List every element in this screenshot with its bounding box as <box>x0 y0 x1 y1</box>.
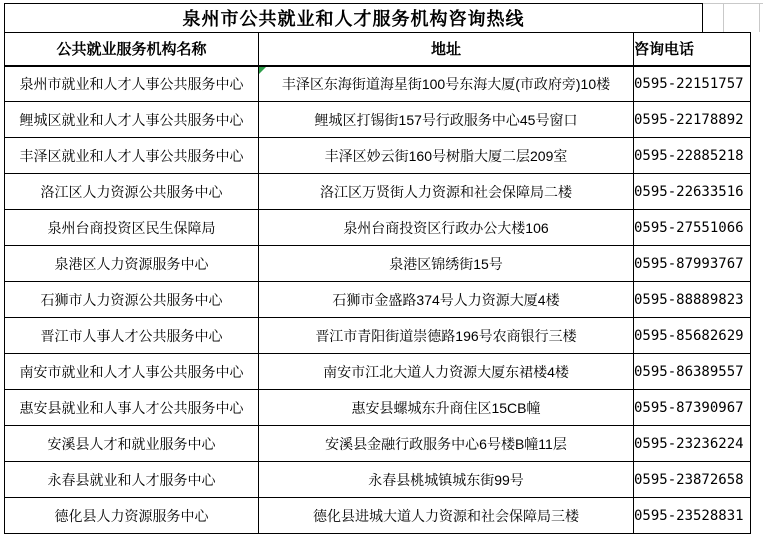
address-text: 洛江区万贤街人力资源和社会保障局二楼 <box>320 183 572 200</box>
address-cell <box>259 498 634 534</box>
table-row <box>5 138 751 174</box>
column-header-phone: 咨询电话 <box>634 33 751 66</box>
phone-text: 0595-22633516 <box>634 183 744 200</box>
name-cell <box>5 246 259 282</box>
gridline-vertical-1 <box>723 3 724 32</box>
phone-text: 0595-85682629 <box>634 327 744 344</box>
address-cell <box>259 66 634 102</box>
table-row <box>5 318 751 354</box>
table-row <box>5 462 751 498</box>
table-row <box>5 354 751 390</box>
name-cell <box>5 462 259 498</box>
table-row <box>5 102 751 138</box>
phone-cell <box>634 102 751 138</box>
name-cell <box>5 318 259 354</box>
name-text: 安溪县人才和就业服务中心 <box>47 435 216 452</box>
address-cell <box>259 426 634 462</box>
table-row <box>5 210 751 246</box>
address-cell <box>259 462 634 498</box>
name-cell <box>5 102 259 138</box>
name-text: 泉州市就业和人才人事公共服务中心 <box>19 75 244 92</box>
address-cell <box>259 102 634 138</box>
address-cell <box>259 318 634 354</box>
address-cell <box>259 246 634 282</box>
address-text: 鲤城区打锡街157号行政服务中心45号窗口 <box>314 111 578 128</box>
table-row <box>5 282 751 318</box>
address-text: 石狮市金盛路374号人力资源大厦4楼 <box>332 291 560 308</box>
address-cell <box>259 390 634 426</box>
name-text: 泉州台商投资区民生保障局 <box>47 219 216 236</box>
name-cell <box>5 138 259 174</box>
table-row <box>5 498 751 534</box>
phone-cell <box>634 354 751 390</box>
name-text: 德化县人力资源服务中心 <box>54 507 209 524</box>
name-text: 石狮市人力资源公共服务中心 <box>40 291 223 308</box>
phone-cell <box>634 390 751 426</box>
name-cell <box>5 354 259 390</box>
name-text: 丰泽区就业和人才人事公共服务中心 <box>19 147 244 164</box>
phone-text: 0595-86389557 <box>634 363 744 380</box>
table-row <box>5 174 751 210</box>
name-cell <box>5 498 259 534</box>
name-text: 晋江市人事人才公共服务中心 <box>40 327 223 344</box>
address-text: 丰泽区东海街道海星街100号东海大厦(市政府旁)10楼 <box>281 75 611 92</box>
name-cell <box>5 282 259 318</box>
gridline-horizontal <box>703 3 763 4</box>
name-cell <box>5 210 259 246</box>
address-cell <box>259 282 634 318</box>
name-text: 惠安县就业和人事人才公共服务中心 <box>19 399 244 416</box>
address-text: 丰泽区妙云街160号树脂大厦二层209室 <box>324 147 568 164</box>
phone-cell <box>634 462 751 498</box>
gridline-vertical-2 <box>759 3 760 32</box>
phone-text: 0595-88889823 <box>634 291 744 308</box>
phone-text: 0595-22178892 <box>634 111 744 128</box>
phone-text: 0595-22151757 <box>634 75 744 92</box>
hotline-table <box>4 32 751 534</box>
address-text: 永春县桃城镇城东街99号 <box>368 471 524 488</box>
table-row <box>5 426 751 462</box>
table-row <box>5 246 751 282</box>
phone-cell <box>634 246 751 282</box>
table-row <box>5 390 751 426</box>
name-text: 泉港区人力资源服务中心 <box>54 255 209 272</box>
phone-cell <box>634 426 751 462</box>
address-text: 德化县进城大道人力资源和社会保障局三楼 <box>313 507 579 524</box>
phone-cell <box>634 498 751 534</box>
address-cell <box>259 174 634 210</box>
address-text: 南安市江北大道人力资源大厦东裙楼4楼 <box>323 363 569 380</box>
address-text: 安溪县金融行政服务中心6号楼B幢11层 <box>325 435 567 452</box>
name-text: 鲤城区就业和人才人事公共服务中心 <box>19 111 244 128</box>
phone-text: 0595-22885218 <box>634 147 744 164</box>
name-text: 永春县就业和人才服务中心 <box>47 471 216 488</box>
phone-cell <box>634 66 751 102</box>
phone-text: 0595-23872658 <box>634 471 744 488</box>
phone-text: 0595-23528831 <box>634 507 744 524</box>
address-text: 泉州台商投资区行政办公大楼106 <box>343 219 549 236</box>
phone-text: 0595-87993767 <box>634 255 744 272</box>
name-text: 南安市就业和人才人事公共服务中心 <box>19 363 244 380</box>
name-cell <box>5 426 259 462</box>
table-body <box>5 66 751 534</box>
phone-text: 0595-23236224 <box>634 435 744 452</box>
header-row <box>5 33 751 66</box>
address-cell <box>259 210 634 246</box>
address-cell <box>259 354 634 390</box>
cell-flag-triangle-icon <box>259 67 266 74</box>
phone-cell <box>634 318 751 354</box>
address-text: 晋江市青阳街道崇德路196号农商银行三楼 <box>315 327 577 344</box>
phone-text: 0595-27551066 <box>634 219 744 236</box>
name-cell <box>5 66 259 102</box>
phone-cell <box>634 282 751 318</box>
table-row <box>5 66 751 102</box>
address-cell <box>259 138 634 174</box>
phone-text: 0595-87390967 <box>634 399 744 416</box>
address-text: 惠安县螺城东升商住区15CB幢 <box>351 399 541 416</box>
address-text: 泉港区锦绣街15号 <box>389 255 503 272</box>
phone-cell <box>634 174 751 210</box>
page-title: 泉州市公共就业和人才服务机构咨询热线 <box>4 3 703 33</box>
name-cell <box>5 390 259 426</box>
phone-cell <box>634 210 751 246</box>
name-text: 洛江区人力资源公共服务中心 <box>40 183 223 200</box>
column-header-name: 公共就业服务机构名称 <box>5 33 259 66</box>
column-header-address: 地址 <box>259 33 634 66</box>
phone-cell <box>634 138 751 174</box>
name-cell <box>5 174 259 210</box>
